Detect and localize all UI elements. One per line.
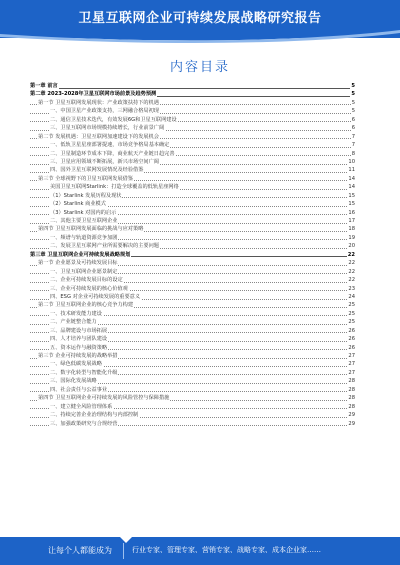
toc-entry[interactable] bbox=[30, 276, 355, 284]
report-footer bbox=[0, 537, 400, 565]
toc-entry-page: 25 bbox=[348, 319, 355, 326]
toc-entry-page: 27 bbox=[348, 353, 355, 359]
toc-entry-label: 第二节 卫星互联网企业的核心竞争力构建 bbox=[38, 302, 134, 309]
toc-entry-page: 5 bbox=[351, 99, 355, 106]
toc-entry-page: 25 bbox=[348, 302, 355, 309]
toc-entry-label: 五、资本运作与融资策略 bbox=[50, 344, 108, 351]
toc-entry-page: 28 bbox=[348, 378, 355, 385]
toc-entry[interactable] bbox=[30, 242, 355, 250]
toc-entry[interactable] bbox=[30, 411, 355, 419]
toc-entry-page: 27 bbox=[348, 369, 355, 376]
toc-entry-label: 四、社会责任与公益事业 bbox=[50, 386, 108, 393]
toc-entry-label: 美国卫星互联网Starlink：打造全球覆盖的低轨星座网络 bbox=[50, 184, 179, 191]
toc-entry[interactable] bbox=[30, 360, 355, 368]
toc-entry-label: 一、中国卫星产业政策支持，三网融合格局初现 bbox=[50, 108, 159, 115]
toc-entry[interactable] bbox=[30, 369, 355, 377]
toc-entry[interactable] bbox=[30, 175, 355, 183]
toc-entry[interactable] bbox=[30, 209, 355, 217]
toc-entry-page: 18 bbox=[348, 226, 355, 233]
toc-entry[interactable] bbox=[30, 352, 355, 360]
toc-entry-page: 27 bbox=[348, 361, 355, 368]
toc-entry-page: 26 bbox=[348, 327, 355, 334]
toc-entry-page: 20 bbox=[348, 243, 355, 250]
toc-entry[interactable] bbox=[30, 217, 355, 225]
toc-entry-label: 第四节 卫星互联网企业可持续发展的风险管控与保障措施 bbox=[38, 395, 170, 402]
toc-entry-label: 三、品牌建设与市场拓展 bbox=[50, 327, 108, 334]
toc-entry-label: 四、国外卫星互联网发展情况及经验借鉴 bbox=[50, 167, 144, 174]
report-header bbox=[0, 0, 400, 38]
toc-entry[interactable] bbox=[30, 116, 355, 124]
toc-entry-page: 8 bbox=[351, 150, 355, 157]
toc-entry-page: 25 bbox=[348, 310, 355, 317]
footer-tagline: 行业专家、管理专家、营销专家、战略专家、成本企业家…… bbox=[132, 546, 321, 554]
toc-entry-page: 6 bbox=[351, 116, 355, 123]
toc-entry[interactable] bbox=[30, 183, 355, 191]
toc-entry-page: 15 bbox=[348, 201, 355, 208]
toc-entry[interactable] bbox=[30, 344, 355, 352]
toc-entry-page: 10 bbox=[348, 158, 355, 165]
toc-entry-label: 第一章 前言 bbox=[30, 83, 58, 89]
toc-entry[interactable] bbox=[30, 166, 355, 174]
toc-entry-page: 5 bbox=[351, 91, 355, 98]
toc-entry-label: 二、企业可持续发展目标的设定 bbox=[50, 277, 123, 284]
toc-entry-label: 一、建立健全风险管理体系 bbox=[50, 403, 113, 410]
toc-heading: 内容目录 bbox=[169, 60, 230, 75]
toc-entry-page: 5 bbox=[351, 108, 355, 115]
footer-notch-decoration bbox=[120, 537, 132, 543]
toc-entry[interactable] bbox=[30, 335, 355, 343]
toc-entry-label: （3）Starlink 对国内的启示 bbox=[50, 209, 117, 216]
toc-entry-label: 第一节 卫星互联网发展现状：产业政策扶持下的机遇 bbox=[38, 99, 159, 106]
toc-entry[interactable] bbox=[30, 285, 355, 293]
toc-entry[interactable] bbox=[30, 377, 355, 385]
toc-entry-label: 二、通信卫星技术迭代，有效发展6G和卫星互联网建设 bbox=[50, 116, 177, 123]
toc-entry-page: 29 bbox=[348, 412, 355, 419]
toc-entry[interactable] bbox=[30, 150, 355, 158]
report-title: 卫星互联网企业可持续发展战略研究报告 bbox=[78, 11, 322, 26]
toc-entry-label: 二、持续完善企业治理结构与内部控制 bbox=[50, 412, 139, 419]
toc-entry-page: 14 bbox=[348, 184, 355, 191]
toc-entry-label: 三、卫星应用领域不断拓展，新兴市场空间广阔 bbox=[50, 158, 159, 165]
toc-entry-label: 二、发展卫星互联网产业所需要解决的主要问题 bbox=[50, 243, 159, 250]
toc-entry[interactable] bbox=[30, 200, 355, 208]
toc-entry-label: 第二节 发展机遇：卫星互联网加速建设下的发展机会 bbox=[38, 133, 159, 140]
toc-entry-page: 22 bbox=[348, 268, 355, 275]
toc-entry[interactable] bbox=[30, 90, 355, 98]
toc-entry-page: 17 bbox=[348, 218, 355, 224]
toc-entry-page: 11 bbox=[348, 167, 355, 174]
toc-entry-label: 第三章 卫星互联网企业可持续发展战略规划 bbox=[30, 251, 131, 258]
toc-entry[interactable] bbox=[30, 327, 355, 335]
toc-entry-label: （2）Starlink 商业模式 bbox=[50, 201, 106, 208]
toc-entry-label: 第二章 2023-2028年卫星互联网市场前景及趋势预测 bbox=[30, 91, 157, 98]
toc-entry-page: 29 bbox=[348, 420, 355, 427]
toc-entry-label: 三、加强政策研究与合规经营 bbox=[50, 420, 118, 427]
toc-entry-page: 14 bbox=[348, 175, 355, 182]
toc-entry-label: 第三节 企业可持续发展的战略举措 bbox=[38, 353, 118, 359]
footer-divider bbox=[123, 543, 124, 559]
toc-entry-label: 三、国际化发展战略 bbox=[50, 378, 97, 385]
toc-entry-label: （1）Starlink 发展历程及现状 bbox=[50, 192, 122, 199]
toc-entry-page: 28 bbox=[348, 395, 355, 402]
toc-entry[interactable] bbox=[30, 133, 355, 141]
toc-entry-page: 5 bbox=[351, 83, 355, 89]
toc-entry[interactable] bbox=[30, 293, 355, 301]
toc-entry[interactable] bbox=[30, 141, 355, 149]
toc-entry[interactable] bbox=[30, 268, 355, 276]
toc-entry[interactable] bbox=[30, 234, 355, 242]
toc-entry-label: 一、低轨卫星星座部署提速，市场竞争格局基本确定 bbox=[50, 142, 170, 149]
toc-entry[interactable] bbox=[30, 301, 355, 309]
toc-entry-label: 第四节 卫星互联网发展面临的挑战与应对策略 bbox=[38, 226, 144, 233]
toc-entry-page: 15 bbox=[348, 192, 355, 199]
toc-entry-label: 第一节 企业愿景及可持续发展目标 bbox=[38, 260, 118, 267]
toc-entry-page: 26 bbox=[348, 344, 355, 351]
toc-entry[interactable] bbox=[30, 310, 355, 318]
toc-entry-label: 三、卫星互联网市场规模持续增长，行业前景广阔 bbox=[50, 125, 165, 132]
toc-entry[interactable] bbox=[30, 158, 355, 166]
toc-entry-label: 第三节 全球视野下的卫星互联网发展借鉴 bbox=[38, 175, 134, 182]
toc-entry-page: 22 bbox=[348, 260, 355, 267]
toc-entry-page: 7 bbox=[351, 142, 355, 149]
toc-entry-page: 28 bbox=[348, 386, 355, 393]
toc-entry-label: 一、频谱与轨道资源竞争加剧 bbox=[50, 234, 118, 241]
toc-entry-label: 二、其他主要卫星互联网企业 bbox=[50, 218, 118, 224]
toc-entry[interactable] bbox=[30, 225, 355, 233]
toc-entry[interactable] bbox=[30, 192, 355, 200]
toc-entry-label: 一、技术研发能力建设 bbox=[50, 310, 102, 317]
toc-entry[interactable] bbox=[30, 259, 355, 267]
toc-entry-label: 一、绿色低碳发展战略 bbox=[50, 361, 102, 368]
toc-entry-label: 四、ESG 对企业可持续发展的重要意义 bbox=[50, 293, 141, 300]
toc-entry-label: 二、产业链整合能力 bbox=[50, 319, 97, 326]
toc-entry[interactable] bbox=[30, 420, 355, 428]
toc-entry-page: 16 bbox=[348, 209, 355, 216]
toc-entry-page: 6 bbox=[351, 125, 355, 132]
toc-entry-page: 23 bbox=[348, 285, 355, 292]
toc-entry[interactable] bbox=[30, 386, 355, 394]
toc-entry[interactable] bbox=[30, 394, 355, 402]
toc-entry-label: 二、数字化转型与智能化升级 bbox=[50, 369, 118, 376]
toc-entry-label: 一、卫星互联网企业愿景制定 bbox=[50, 268, 118, 275]
toc-entry-page: 24 bbox=[348, 293, 355, 300]
toc-entry-label: 四、人才培养与团队建设 bbox=[50, 336, 108, 343]
table-of-contents bbox=[30, 82, 355, 428]
toc-entry[interactable] bbox=[30, 403, 355, 411]
header-wave-decoration bbox=[0, 24, 400, 46]
toc-entry-page: 22 bbox=[347, 251, 355, 258]
toc-entry-label: 二、卫星制造环节成本下降，商业航天产业链日趋完善 bbox=[50, 150, 175, 157]
toc-entry-page: 19 bbox=[348, 234, 355, 241]
toc-entry[interactable] bbox=[30, 107, 355, 115]
footer-slogan: 让每个人都能成为 bbox=[48, 546, 112, 555]
toc-entry[interactable] bbox=[30, 82, 355, 90]
toc-entry-page: 26 bbox=[348, 336, 355, 343]
toc-entry[interactable] bbox=[30, 99, 355, 107]
toc-entry[interactable] bbox=[30, 318, 355, 326]
toc-entry[interactable] bbox=[30, 124, 355, 132]
toc-entry-page: 28 bbox=[348, 403, 355, 410]
toc-entry-label: 三、企业可持续发展的核心价值观 bbox=[50, 285, 128, 292]
toc-entry-page: 7 bbox=[351, 133, 355, 140]
toc-entry-page: 22 bbox=[348, 277, 355, 284]
toc-entry[interactable] bbox=[30, 251, 355, 259]
